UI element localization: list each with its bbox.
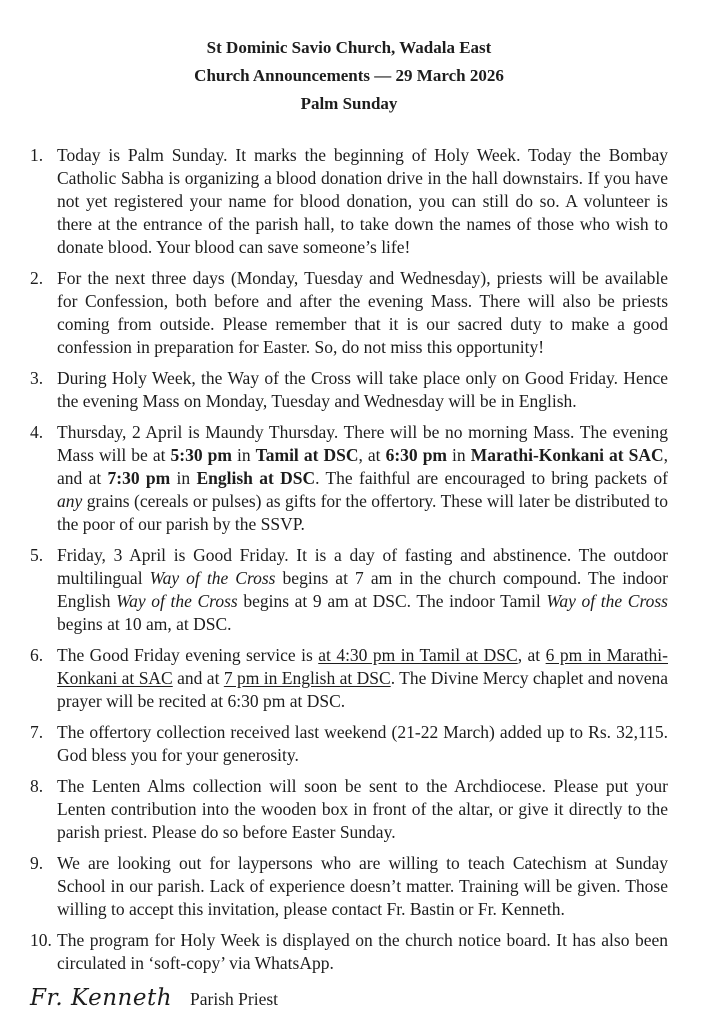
- signature-name: Fr. Kenneth: [30, 985, 173, 1011]
- announcements-title: Church Announcements — 29 March 2026: [194, 66, 504, 85]
- item-number: 7.: [30, 722, 44, 742]
- announcement-item: [30, 852, 668, 921]
- announcement-list: [30, 144, 668, 975]
- signature-title: Parish Priest: [190, 989, 279, 1009]
- item-text: For the next three days (Monday, Tuesday and Wednesday), priests will be available for Confession, both before and after the evening Mass. There will also be priests coming from outside. Please remember that it is our sacred duty to make a good confession in preparation for Easter. So, do not miss this opportunity!: [57, 268, 668, 357]
- announcement-item: [30, 367, 668, 413]
- announcement-item: [30, 544, 668, 636]
- announcement-item: [30, 267, 668, 359]
- announcement-item: [30, 644, 668, 713]
- document-header: [30, 34, 668, 118]
- announcement-item: [30, 421, 668, 536]
- item-text: Thursday, 2 April is Maundy Thursday. There will be no morning Mass. The evening Mass will be at 5:30 pm in Tamil at DSC, at 6:30 pm in Marathi-Konkani at SAC, and at 7:30 pm in English at DSC. The faithful are encouraged to bring packets of any grains (cereals or pulses) as gifts for the offertory. These will later be distributed to the poor of our parish by the SSVP.: [57, 422, 669, 534]
- item-number: 1.: [30, 145, 44, 165]
- item-number: 3.: [30, 368, 44, 388]
- item-number: 5.: [30, 545, 44, 565]
- church-name: St Dominic Savio Church, Wadala East: [206, 38, 492, 57]
- signature-block: [30, 985, 668, 1011]
- item-text: The program for Holy Week is displayed on the church notice board. It has also been circulated in ‘soft-copy’ via WhatsApp.: [57, 930, 668, 973]
- item-text: Today is Palm Sunday. It marks the beginning of Holy Week. Today the Bombay Catholic Sabha is organizing a blood donation drive in the hall downstairs. If you have not yet registered your name for blood donation, you can still do so. A volunteer is there at the entrance of the parish hall, to take down the names of those who wish to donate blood. Your blood can save someone’s life!: [57, 145, 668, 257]
- announcement-item: [30, 929, 668, 975]
- item-text: We are looking out for laypersons who are willing to teach Catechism at Sunday School in our parish. Lack of experience doesn’t matter. Training will be given. Those willing to accept this invitation, please contact Fr. Bastin or Fr. Kenneth.: [57, 853, 668, 919]
- item-number: 9.: [30, 853, 44, 873]
- item-text: Friday, 3 April is Good Friday. It is a day of fasting and abstinence. The outdoor multilingual Way of the Cross begins at 7 am in the church compound. The indoor English Way of the Cross begins at 9 am at DSC. The indoor Tamil Way of the Cross begins at 10 am, at DSC.: [57, 545, 669, 634]
- feast-day-title: Palm Sunday: [300, 94, 398, 113]
- announcement-item: [30, 721, 668, 767]
- announcement-item: [30, 775, 668, 844]
- item-text: The offertory collection received last weekend (21-22 March) added up to Rs. 32,115. God bless you for your generosity.: [57, 722, 668, 765]
- item-number: 10.: [30, 930, 52, 950]
- item-text: During Holy Week, the Way of the Cross will take place only on Good Friday. Hence the evening Mass on Monday, Tuesday and Wednesday will be in English.: [57, 368, 668, 411]
- item-number: 4.: [30, 422, 44, 442]
- item-number: 6.: [30, 645, 44, 665]
- item-number: 8.: [30, 776, 44, 796]
- item-text: The Good Friday evening service is at 4:30 pm in Tamil at DSC, at 6 pm in Marathi-Konkani at SAC and at 7 pm in English at DSC. The Divine Mercy chaplet and novena prayer will be recited at 6:30 pm at DSC.: [57, 645, 668, 711]
- item-text: The Lenten Alms collection will soon be sent to the Archdiocese. Please put your Lenten contribution into the wooden box in front of the altar, or give it directly to the parish priest. Please do so before Easter Sunday.: [57, 776, 668, 842]
- announcement-item: [30, 144, 668, 259]
- item-number: 2.: [30, 268, 44, 288]
